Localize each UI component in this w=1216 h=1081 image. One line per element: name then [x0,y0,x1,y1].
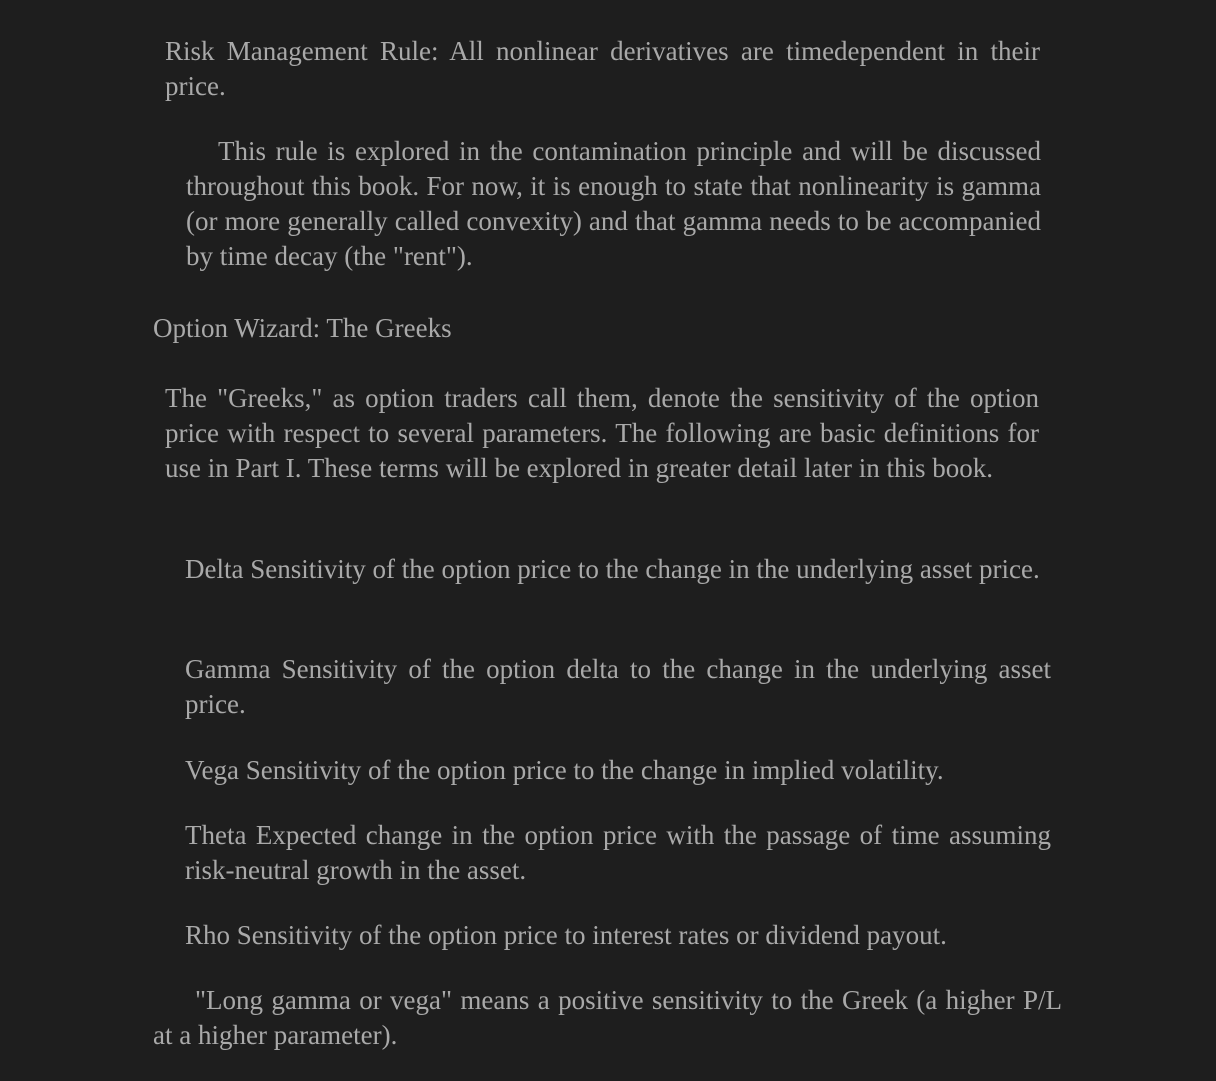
definition-vega: Vega Sensitivity of the option price to the change in implied volatility. [185,755,944,785]
definition-theta: Theta Expected change in the option price with the passage of time assuming risk-neutral growth in the asset. [185,820,1051,885]
definition-delta: Delta Sensitivity of the option price to the change in the underlying asset price. [185,554,1040,584]
risk-management-rule: Risk Management Rule: All nonlinear derivatives are timedependent in their price. [165,36,1040,101]
greeks-intro-paragraph: The "Greeks," as option traders call them, denote the sensitivity of the option price with respect to several parameters. The following are basic definitions for use in Part I. These terms will be explored in greater detail later in this book. [165,383,1039,483]
rule-explanation: This rule is explored in the contamination principle and will be discussed throughout this book. For now, it is enough to state that nonlinearity is gamma (or more generally called convexity) and that gamma needs to be accompanied by time decay (the "rent"). [186,136,1041,271]
long-gamma-note: "Long gamma or vega" means a positive sensitivity to the Greek (a higher P/L at a higher parameter). [153,985,1062,1050]
definition-rho: Rho Sensitivity of the option price to interest rates or dividend payout. [185,920,947,950]
definition-gamma: Gamma Sensitivity of the option delta to the change in the underlying asset price. [185,654,1051,719]
section-heading: Option Wizard: The Greeks [153,313,452,343]
